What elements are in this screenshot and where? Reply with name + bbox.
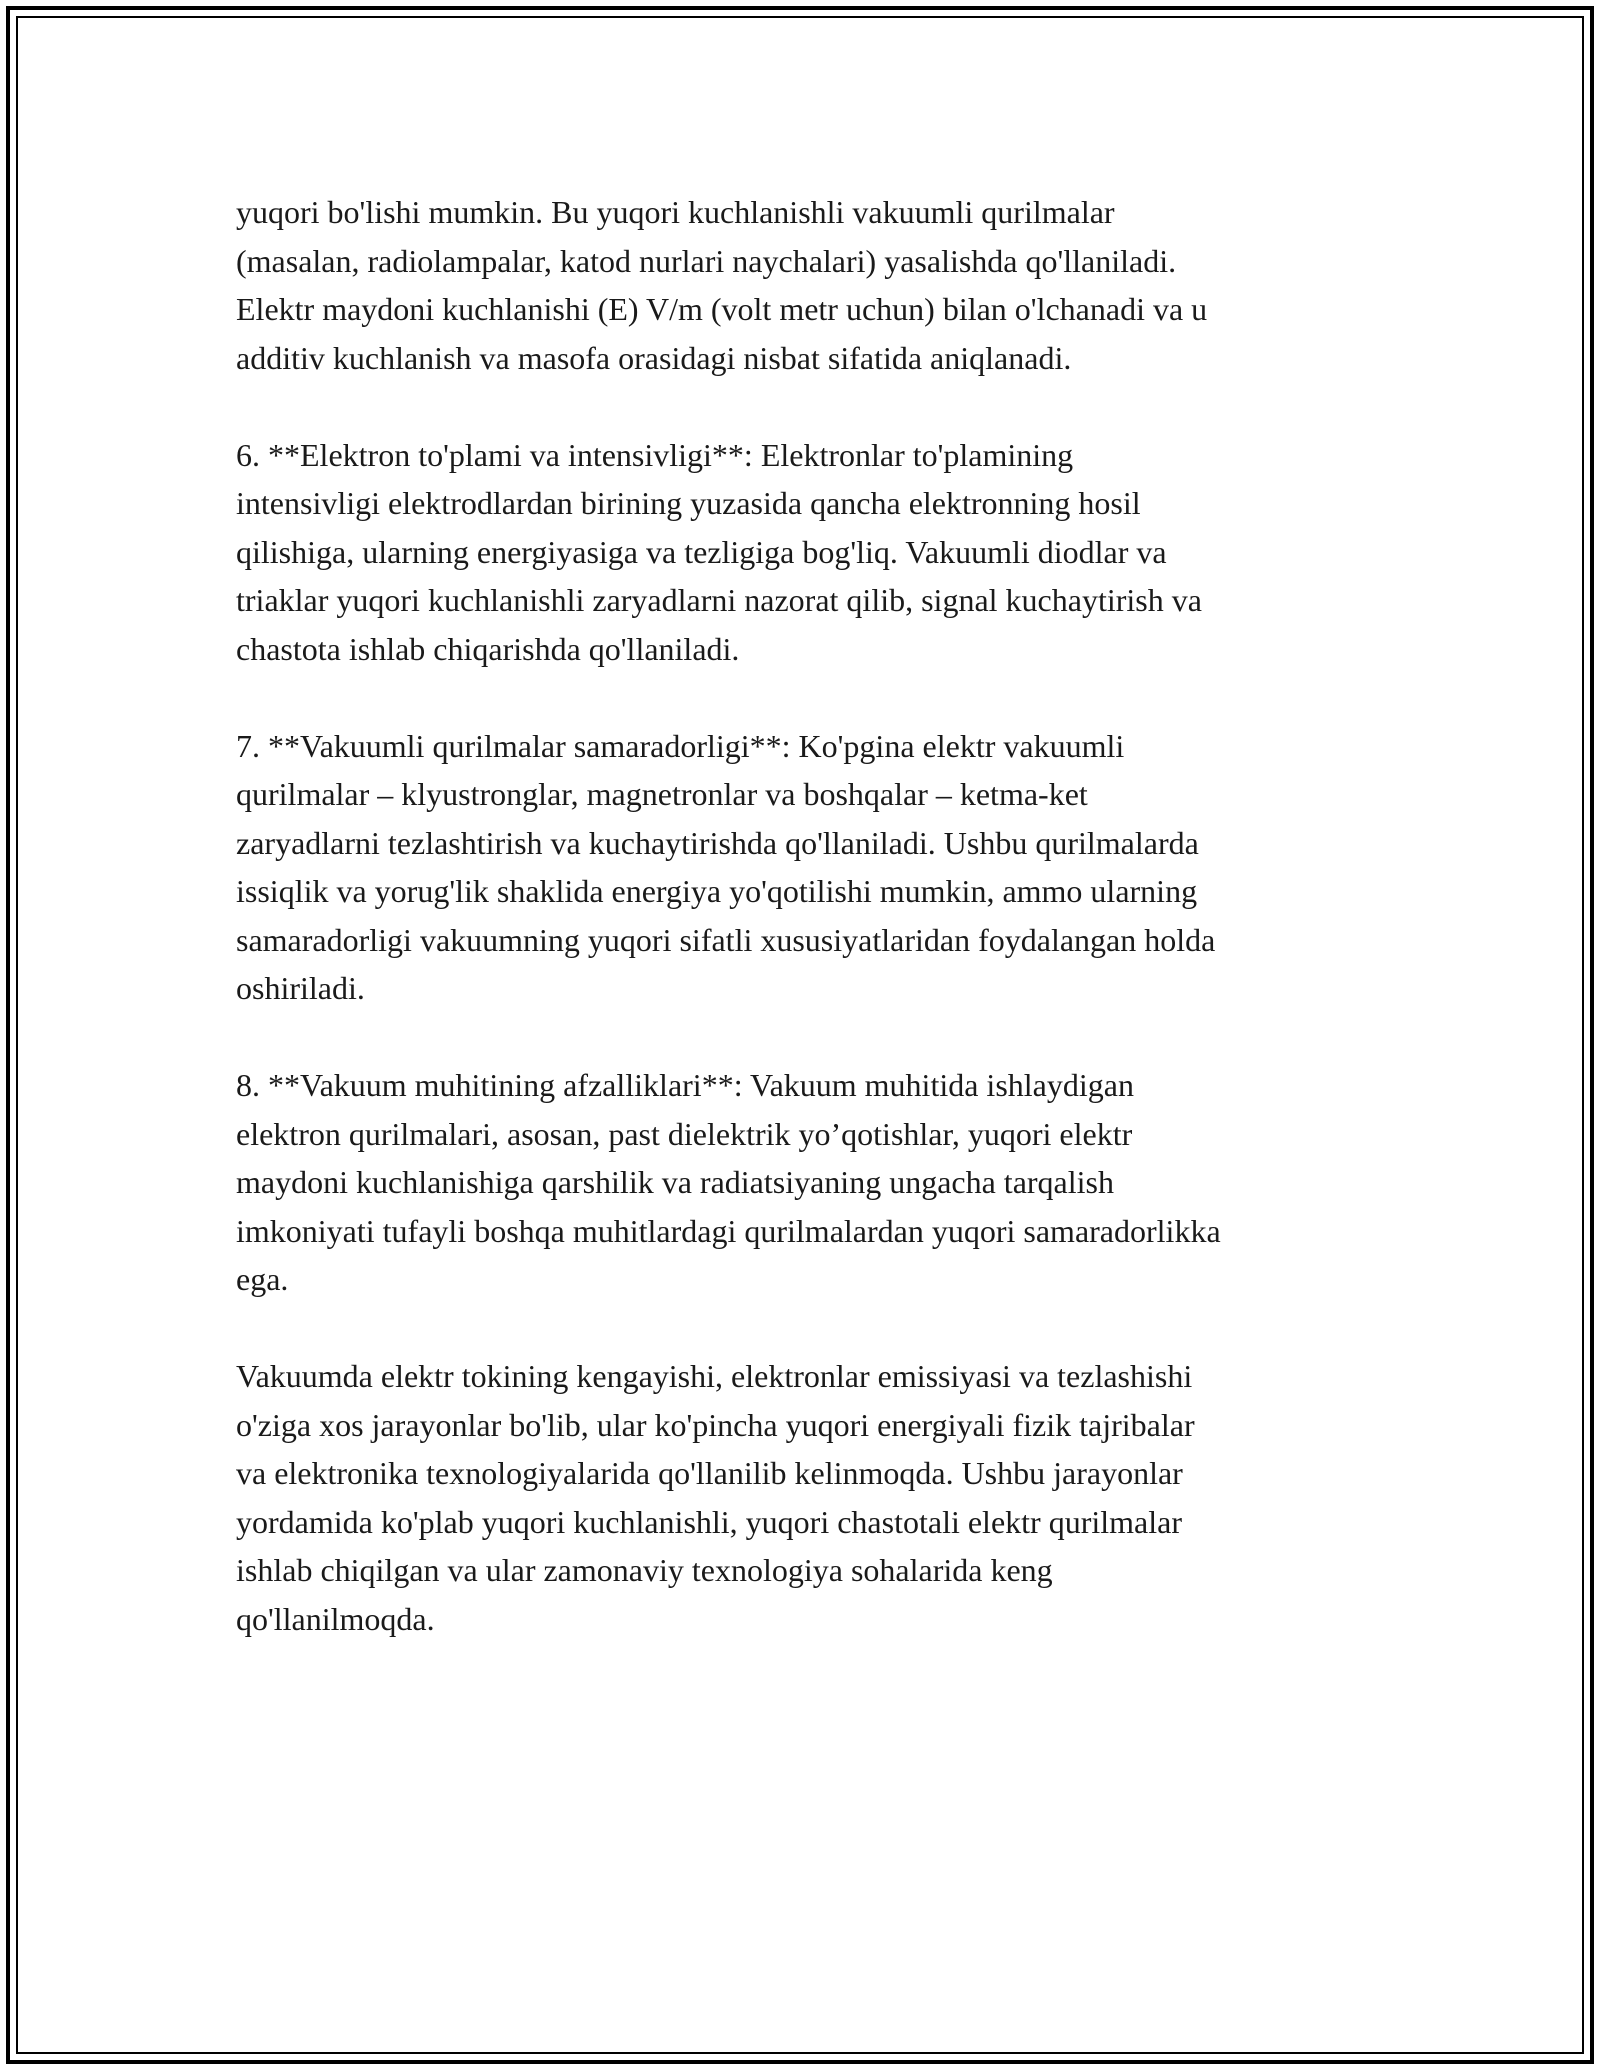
text-line: qurilmalar – klyustronglar, magnetronlar va boshqalar – ketma-ket <box>236 776 1088 812</box>
text-line: chastota ishlab chiqarishda qo'llaniladi. <box>236 630 740 667</box>
paragraph-item-8 <box>236 1061 1386 1304</box>
paragraph-item-7 <box>236 722 1386 1013</box>
document-body <box>236 188 1386 1692</box>
text-line: Vakuumda elektr tokining kengayishi, elektronlar emissiyasi va tezlashishi <box>236 1358 1193 1394</box>
text-line: ishlab chiqilgan va ular zamonaviy texnologiya sohalarida keng <box>236 1552 1053 1588</box>
text-line: elektron qurilmalari, asosan, past dielektrik yo’qotishlar, yuqori elektr <box>236 1115 1133 1152</box>
text-line: triaklar yuqori kuchlanishli zaryadlarni nazorat qilib, signal kuchaytirish va <box>236 582 1202 618</box>
text-line: imkoniyati tufayli boshqa muhitlardagi qurilmalardan yuqori samaradorlikka <box>236 1212 1221 1249</box>
text-line: qo'llanilmoqda. <box>236 1600 435 1637</box>
text-line: Elektr maydoni kuchlanishi (E) V/m (volt metr uchun) bilan o'lchanadi va u <box>236 291 1208 327</box>
text-line: 8. **Vakuum muhitining afzalliklari**: Vakuum muhitida ishlaydigan <box>236 1067 1134 1103</box>
paragraph-conclusion <box>236 1352 1386 1643</box>
text-line: additiv kuchlanish va masofa orasidagi nisbat sifatida aniqlanadi. <box>236 339 1072 376</box>
text-line: oshiriladi. <box>236 970 365 1006</box>
text-line: issiqlik va yorug'lik shaklida energiya yo'qotilishi mumkin, ammo ularning <box>236 873 1198 909</box>
text-line: 6. **Elektron to'plami va intensivligi**: Elektronlar to'plamining <box>236 436 1074 473</box>
paragraph-item-6 <box>236 431 1386 674</box>
text-line: zaryadlarni tezlashtirish va kuchaytirishda qo'llaniladi. Ushbu qurilmalarda <box>236 824 1199 861</box>
text-line: (masalan, radiolampalar, katod nurlari naychalari) yasalishda qo'llaniladi. <box>236 242 1177 279</box>
text-line: o'ziga xos jarayonlar bo'lib, ular ko'pincha yuqori energiyali fizik tajribalar <box>236 1406 1195 1443</box>
text-line: ega. <box>236 1261 289 1297</box>
text-line: intensivligi elektrodlardan birining yuzasida qancha elektronning hosil <box>236 485 1141 521</box>
text-line: 7. **Vakuumli qurilmalar samaradorligi**: Ko'pgina elektr vakuumli <box>236 727 1125 764</box>
text-line: yordamida ko'plab yuqori kuchlanishli, yuqori chastotali elektr qurilmalar <box>236 1503 1182 1540</box>
paragraph-continuation <box>236 188 1386 382</box>
text-line: samaradorligi vakuumning yuqori sifatli xususiyatlaridan foydalangan holda <box>236 921 1216 958</box>
text-line: maydoni kuchlanishiga qarshilik va radiatsiyaning ungacha tarqalish <box>236 1164 1114 1200</box>
text-line: va elektronika texnologiyalarida qo'llanilib kelinmoqda. Ushbu jarayonlar <box>236 1455 1183 1491</box>
text-line: yuqori bo'lishi mumkin. Bu yuqori kuchlanishli vakuumli qurilmalar <box>236 194 1115 230</box>
text-line: qilishiga, ularning energiyasiga va tezligiga bog'liq. Vakuumli diodlar va <box>236 533 1167 570</box>
